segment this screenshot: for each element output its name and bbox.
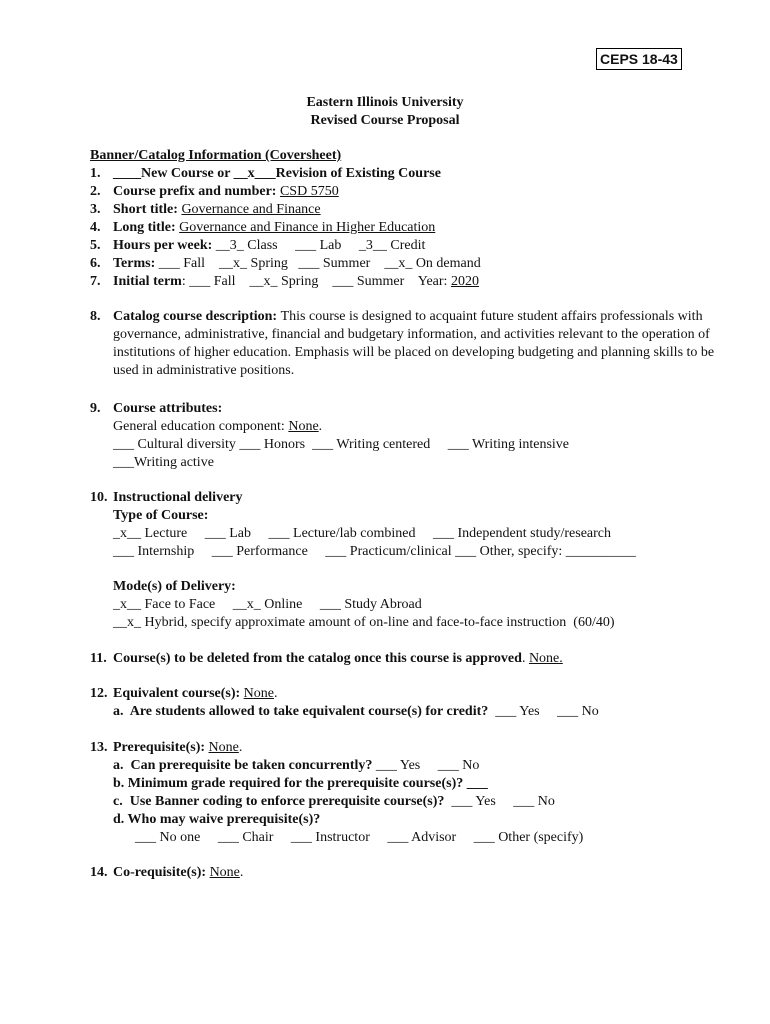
course-type-line: ____New Course or __x___Revision of Existing Course (113, 166, 441, 181)
equivalent-courses-end: . (274, 686, 278, 701)
item-number: 4. (90, 220, 101, 235)
courses-deleted-line (113, 650, 563, 668)
item-number: 7. (90, 274, 101, 289)
proposal-title: Revised Course Proposal (310, 113, 460, 128)
section-heading: Banner/Catalog Information (Coversheet) (90, 148, 342, 163)
item-number: 2. (90, 184, 101, 199)
corequisites-value: None (209, 865, 240, 880)
document-id-box: CEPS 18-43 (596, 48, 682, 70)
item-number: 1. (90, 166, 101, 181)
short-title-label: Short title: (113, 202, 182, 217)
equivalent-credit-label: a. Are students allowed to take equivalent course(s) for credit? (113, 704, 489, 719)
item-number: 6. (90, 256, 101, 271)
hours-label: Hours per week: (113, 238, 216, 253)
gen-ed-value: None (288, 419, 319, 434)
equivalent-credit-options: ___ Yes ___ No (488, 704, 599, 719)
course-prefix-label: Course prefix and number: (113, 184, 280, 199)
type-of-course-label: Type of Course: (113, 508, 209, 523)
prereq-banner-question (113, 793, 555, 811)
long-title-value: Governance and Finance in Higher Education (179, 220, 436, 235)
university-name: Eastern Illinois University (306, 95, 464, 110)
item-number: 8. (90, 309, 101, 324)
equivalent-credit-question (113, 703, 599, 721)
short-title-value: Governance and Finance (181, 202, 321, 217)
item-number: 10. (90, 490, 108, 505)
equivalent-courses-line (113, 685, 278, 703)
attributes-line: ___ Cultural diversity ___ Honors ___ Writing centered ___ Writing intensive (113, 437, 570, 452)
type-of-course-line-2: ___ Internship ___ Performance ___ Practicum/clinical ___ Other, specify: __________ (113, 544, 636, 559)
delivery-modes-line-1: _x__ Face to Face __x_ Online ___ Study Abroad (113, 597, 422, 612)
catalog-description-label: Catalog course description: (113, 309, 281, 324)
item-number: 9. (90, 401, 101, 416)
equivalent-courses-label: Equivalent course(s): (113, 686, 244, 701)
catalog-description-text: This course is designed to acquaint future student affairs professionals with governance, administrative, financial and budgetary information, and activities relevant to the operation of institutions of higher education. Emphasis will be placed on developing budgeting and planning skills to be used in administrative positions. (113, 309, 715, 378)
courses-deleted-sep: . (521, 651, 529, 666)
item-number: 5. (90, 238, 101, 253)
instructional-delivery-label: Instructional delivery (113, 490, 243, 505)
hours-values: __3_ Class ___ Lab _3__ Credit (215, 238, 426, 253)
hours-line (113, 237, 425, 255)
prereq-concurrent-question (113, 757, 479, 775)
course-prefix-value: CSD 5750 (279, 184, 339, 199)
prereq-banner-label: c. Use Banner coding to enforce prerequisite course(s)? (113, 794, 445, 809)
initial-term-values: : ___ Fall __x_ Spring ___ Summer Year: (181, 274, 451, 289)
item-number: 13. (90, 740, 108, 755)
prereq-waive-options: ___ No one ___ Chair ___ Instructor ___ Advisor ___ Other (specify) (135, 830, 584, 845)
prereq-min-grade-question: b. Minimum grade required for the prerequisite course(s)? ___ (113, 776, 488, 791)
prereq-banner-options: ___ Yes ___ No (444, 794, 555, 809)
initial-term-line (113, 273, 479, 291)
prerequisites-value: None (208, 740, 239, 755)
terms-values: ___ Fall __x_ Spring ___ Summer __x_ On demand (158, 256, 481, 271)
prereq-concurrent-options: ___ Yes ___ No (372, 758, 480, 773)
corequisites-label: Co-requisite(s): (113, 865, 210, 880)
prerequisites-line (113, 739, 242, 757)
course-attributes-label: Course attributes: (113, 401, 223, 416)
type-of-course-line-1: _x__ Lecture ___ Lab ___ Lecture/lab combined ___ Independent study/research (113, 526, 612, 541)
gen-ed-line (113, 418, 322, 436)
item-number: 11. (90, 651, 107, 666)
gen-ed-label: General education component: (113, 419, 289, 434)
terms-label: Terms: (113, 256, 159, 271)
item-number: 14. (90, 865, 108, 880)
item-number: 12. (90, 686, 108, 701)
item-number: 3. (90, 202, 101, 217)
delivery-modes-line-2: __x_ Hybrid, specify approximate amount of on-line and face-to-face instruction (60/40) (113, 615, 615, 630)
long-title-label: Long title: (113, 220, 180, 235)
initial-term-year: 2020 (450, 274, 479, 289)
initial-term-label: Initial term (113, 274, 182, 289)
delivery-modes-label: Mode(s) of Delivery: (113, 579, 236, 594)
catalog-description (113, 308, 723, 380)
prerequisites-end: . (238, 740, 243, 755)
corequisites-line (113, 864, 243, 882)
short-title-line (113, 201, 321, 219)
gen-ed-end: . (318, 419, 323, 434)
prereq-concurrent-label: a. Can prerequisite be taken concurrently? (113, 758, 373, 773)
courses-deleted-value: None. (528, 651, 563, 666)
corequisites-end: . (239, 865, 244, 880)
course-prefix-line (113, 183, 339, 201)
prerequisites-label: Prerequisite(s): (113, 740, 209, 755)
long-title-line (113, 219, 435, 237)
courses-deleted-label: Course(s) to be deleted from the catalog once this course is approved (113, 651, 522, 666)
terms-line (113, 255, 481, 273)
writing-active-line: ___Writing active (113, 455, 214, 470)
prereq-waive-question: d. Who may waive prerequisite(s)? (113, 812, 321, 827)
equivalent-courses-value: None (243, 686, 274, 701)
